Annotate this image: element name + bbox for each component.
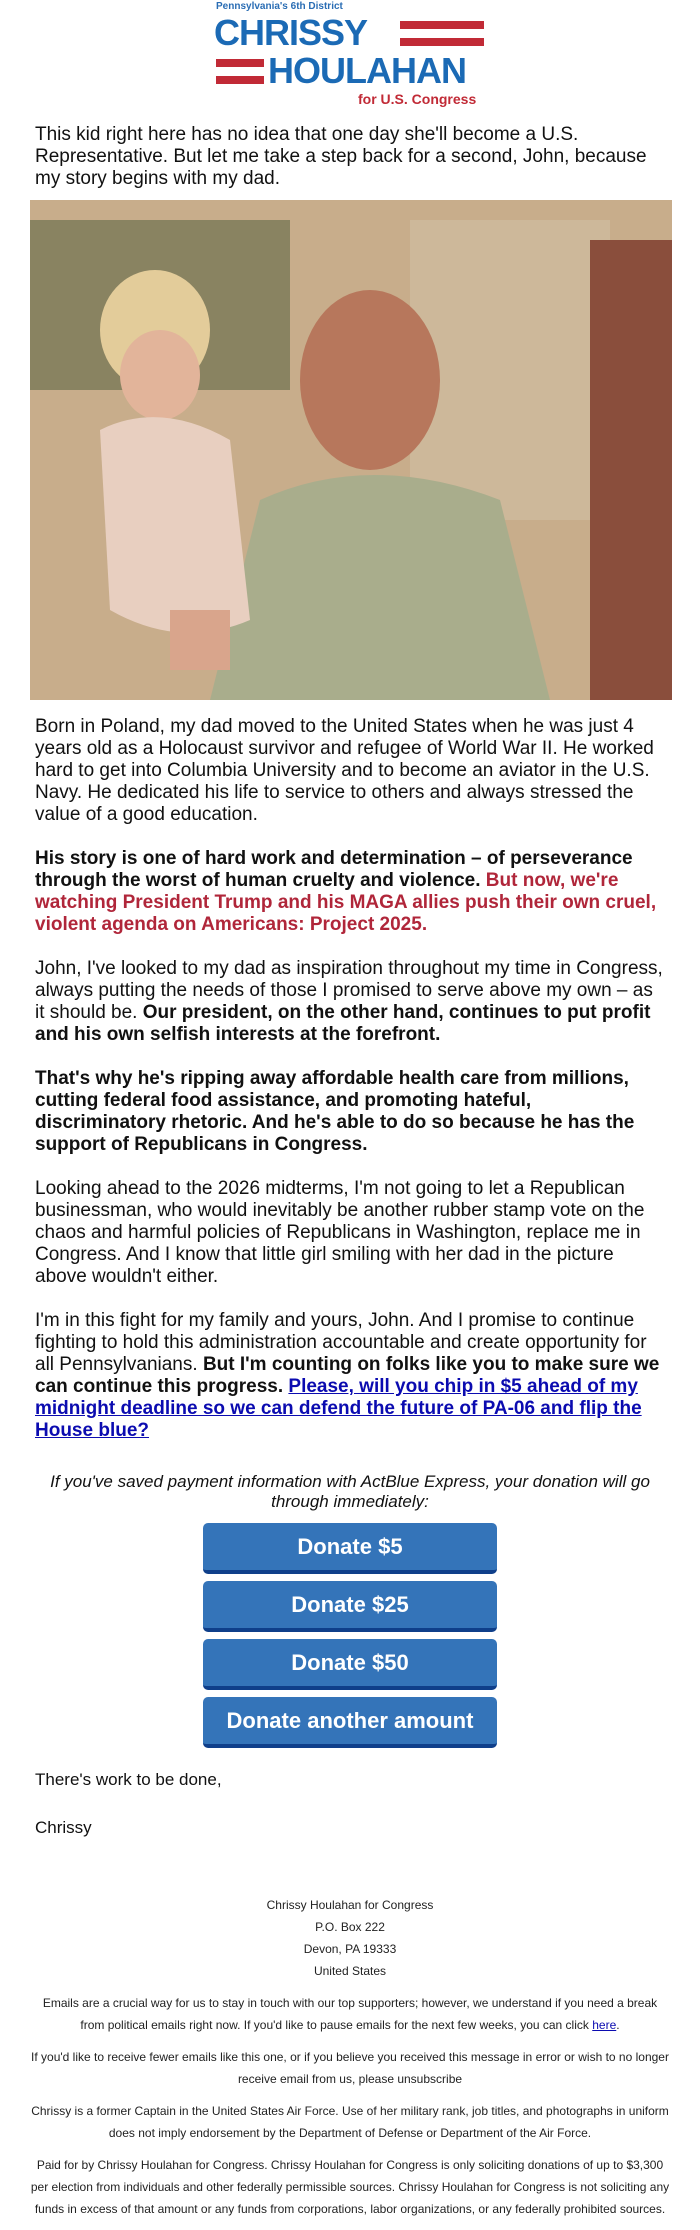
family-photo [30,200,672,700]
bold-text: But I'm counting on folks like you to make sure we can continue this progress. [35,1354,660,1397]
story-paragraph [35,1310,667,1442]
footer [30,1894,670,2220]
footer-emails: Emails are a crucial way for us to stay in touch with our top supporters; however, we understand if you need a break from political emails right now. If you'd like to pause emails for the next few weeks, you can click here. [42,1996,658,2032]
logo-last-name: HOULAHAN [268,50,466,91]
logo-first-name: CHRISSY [214,12,368,53]
footer-address [30,1894,670,1982]
donate-5-button[interactable]: Donate $5 [203,1523,497,1574]
intro-paragraph: This kid right here has no idea that one day she'll become a U.S. Representative. But let me take a step back for a second, John, because my story begins with my dad. [35,124,647,189]
story-paragraph [35,848,667,936]
email-body-flow [0,716,700,2230]
bold-text: His story is one of hard work and determination – of perseverance through the worst of human cruelty and violence. [35,848,633,891]
footer-unsubscribe: If you'd like to receive fewer emails like this one, or if you believe you received this message in error or wish to no longer receive email from us, please unsubscribe [31,2050,669,2086]
address-line: Devon, PA 19333 [303,1942,397,1956]
address-line: P.O. Box 222 [315,1920,385,1934]
story-paragraph [35,958,667,1046]
footer-paid-for: Paid for by Chrissy Houlahan for Congress. Chrissy Houlahan for Congress is only soliciting donations of up to $3,300 per election from individuals and other federally permissible sources. Chrissy Houlahan for Congress is not soliciting any funds in excess of that amount or any funds from corporations, labor organizations, or any federally prohibited sources. [30,2158,670,2216]
donate-other-button[interactable]: Donate another amount [203,1697,497,1748]
logo-stripe [400,38,484,46]
donate-link[interactable]: Please, will you chip in $5 ahead of my midnight deadline so we can defend the future of PA-06 and flip the House blue? [35,1376,642,1441]
logo-stripe [216,76,264,84]
signoff-line: There's work to be done, [35,1770,222,1789]
bold-text: Our president, on the other hand, continues to put profit and his own selfish interests at the forefront. [35,1002,651,1045]
donate-25-button[interactable]: Donate $25 [203,1581,497,1632]
intro [35,124,667,212]
story [35,716,667,1442]
footer-military: Chrissy is a former Captain in the United States Air Force. Use of her military rank, job titles, and photographs in uniform does not imply endorsement by the Department of Defense or Department of the Air Force. [31,2104,669,2140]
photo-illustration [30,200,672,700]
plain-text: John, I've looked to my dad as inspiration throughout my time in Congress, always putting the needs of those I promised to serve above my own – as it should be. [35,958,663,1023]
logo-subtitle: for U.S. Congress [358,91,477,107]
actblue-note: If you've saved payment information with ActBlue Express, your donation will go through immediately: [50,1472,650,1511]
story-paragraph: Born in Poland, my dad moved to the United States when he was just 4 years old as a Holocaust survivor and refugee of World War II. He worked hard to get into Columbia University and to become an aviator in the U.S. Navy. He dedicated his life to service to others and always stressed the value of a good education. [35,716,654,825]
signoff-name: Chrissy [35,1818,92,1837]
donate-50-button[interactable]: Donate $50 [203,1639,497,1690]
emails-text: Emails are a crucial way for us to stay in touch with our top supporters; however, we understand if you need a break from political emails right now. If you'd like to pause emails for the next few weeks, you can click [42,1996,658,2032]
pause-emails-link[interactable]: here [592,2018,617,2032]
address-line: United States [313,1964,387,1978]
address-line: Chrissy Houlahan for Congress [266,1898,434,1912]
highlight-text: But now, we're watching President Trump and his MAGA allies push their own cruel, violent agenda on Americans: Project 2025. [35,870,657,935]
logo-stripe [216,59,264,67]
donate-buttons [0,1523,700,1748]
story-paragraph: Looking ahead to the 2026 midterms, I'm not going to let a Republican businessman, who would inevitably be another rubber stamp vote on the chaos and harmful policies of Republicans in Washington, replace me in Congress. And I know that little girl smiling with her dad in the picture above wouldn't either. [35,1178,645,1287]
logo-district: Pennsylvania's 6th District [216,1,343,12]
plain-text: I'm in this fight for my family and yours, John. And I promise to continue fighting to hold this administration accountable and create opportunity for all Pennsylvanians. [35,1310,647,1375]
campaign-logo [200,0,500,108]
logo-stripe [400,21,484,29]
story-paragraph: That's why he's ripping away affordable health care from millions, cutting federal food assistance, and promoting hateful, discriminatory rhetoric. And he's able to do so because he has the support of Republicans in Congress. [35,1068,635,1155]
